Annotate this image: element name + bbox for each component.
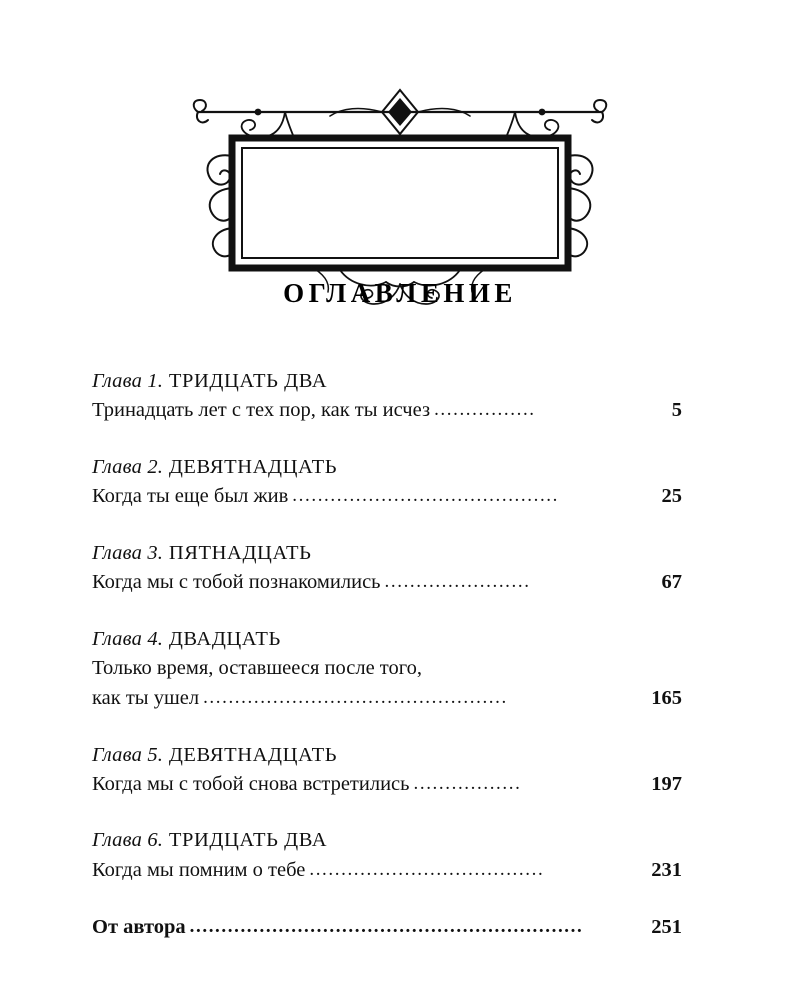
- ornamental-header: [0, 78, 800, 328]
- toc-subtitle: Когда мы с тобой познакомились: [92, 571, 381, 594]
- toc-subtitle: Когда ты еще был жив: [92, 485, 289, 508]
- toc-chapter-heading: [92, 827, 682, 853]
- toc-subtitle-line: [92, 396, 682, 426]
- toc-subtitle: Когда мы с тобой снова встретились: [92, 772, 410, 795]
- toc-subtitle-line: [92, 568, 682, 598]
- page-title: ОГЛАВЛЕНИЕ: [283, 278, 517, 308]
- toc-chapter-label: Глава 5.: [92, 743, 164, 766]
- toc-page-number: 251: [651, 916, 682, 939]
- toc-chapter-name: ПЯТНАДЦАТЬ: [163, 541, 312, 564]
- toc-subtitle-line: [92, 913, 682, 943]
- toc-chapter-name: ДЕВЯТНАДЦАТЬ: [163, 743, 338, 766]
- toc-chapter-name: ТРИДЦАТЬ ДВА: [163, 829, 328, 852]
- toc-page-number: 67: [661, 571, 682, 594]
- toc-page-number: 165: [651, 686, 682, 709]
- toc-chapter-label: Глава 4.: [92, 627, 164, 650]
- toc-chapter-heading: [92, 626, 682, 652]
- toc-page-number: 5: [671, 399, 682, 422]
- toc-chapter-label: Глава 6.: [92, 829, 164, 852]
- toc-chapter-heading: [92, 742, 682, 768]
- toc-subtitle-line: [92, 770, 682, 800]
- toc-subtitle: От автора: [92, 916, 186, 939]
- toc-entry[interactable]: [92, 540, 682, 598]
- toc-chapter-name: ДЕВЯТНАДЦАТЬ: [163, 455, 338, 478]
- toc-subtitle-second-line: как ты ушел: [92, 686, 200, 709]
- toc-subtitle: Когда мы помним о тебе: [92, 858, 306, 881]
- toc-subtitle: Тринадцать лет с тех пор, как ты исчез: [92, 399, 431, 422]
- toc-subtitle-line: [92, 856, 682, 886]
- toc-chapter-label: Глава 3.: [92, 541, 164, 564]
- toc-page-number: 231: [651, 858, 682, 881]
- toc-leader-dots: ..........................................: [292, 485, 559, 507]
- toc-subtitle-line-continued: [92, 684, 682, 714]
- toc-leader-dots: .................: [413, 772, 522, 794]
- toc-entry[interactable]: [92, 626, 682, 714]
- toc-entry[interactable]: [92, 827, 682, 885]
- toc-entry[interactable]: [92, 368, 682, 426]
- toc-leader-dots: ................................................: [203, 686, 508, 708]
- toc-page-number: 197: [651, 772, 682, 795]
- toc-entry[interactable]: [92, 742, 682, 800]
- toc-subtitle-line: [92, 482, 682, 512]
- toc-entry-author-note[interactable]: [92, 913, 682, 943]
- toc-chapter-heading: [92, 454, 682, 480]
- toc-entry[interactable]: [92, 454, 682, 512]
- toc-chapter-name: ДВАДЦАТЬ: [163, 627, 281, 650]
- toc-subtitle-line: [92, 654, 682, 684]
- toc-leader-dots: ..............................................................: [189, 916, 584, 938]
- table-of-contents: [92, 368, 682, 943]
- toc-leader-dots: .....................................: [309, 858, 545, 880]
- toc-page-number: 25: [661, 485, 682, 508]
- toc-leader-dots: .......................: [384, 571, 531, 593]
- toc-chapter-heading: [92, 368, 682, 394]
- toc-leader-dots: ................: [434, 399, 536, 421]
- toc-chapter-label: Глава 2.: [92, 455, 164, 478]
- toc-subtitle: Только время, оставшееся после того,: [92, 657, 423, 680]
- toc-chapter-name: ТРИДЦАТЬ ДВА: [163, 370, 328, 392]
- toc-chapter-heading: [92, 540, 682, 566]
- toc-chapter-label: Глава 1.: [92, 370, 164, 392]
